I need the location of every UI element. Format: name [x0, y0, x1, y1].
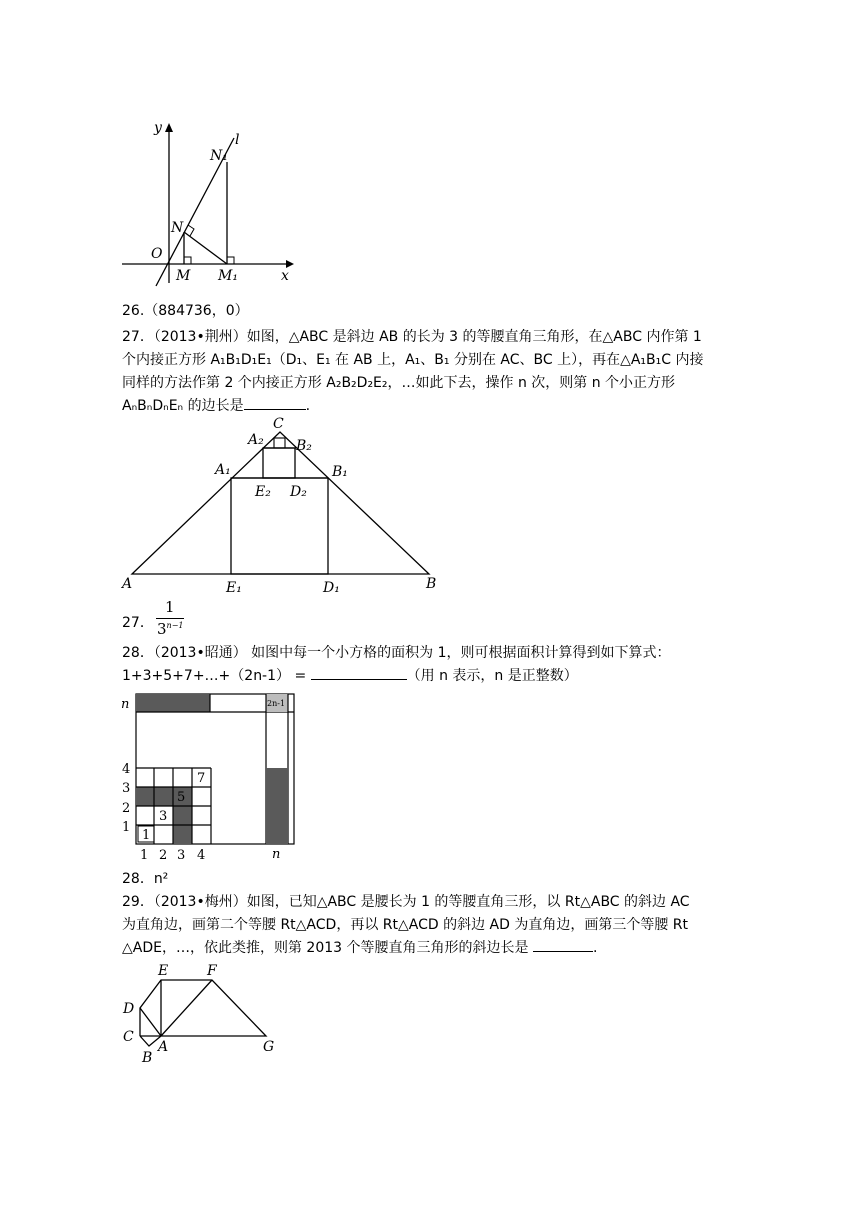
answer-28: 28．n² — [122, 871, 169, 887]
label-row-4: 4 — [122, 762, 131, 777]
label-a: A — [122, 576, 133, 592]
question-29-line-2: 为直角边，画第二个等腰 Rt△ACD，再以 Rt△ACD 的斜边 AD 为直角边，画第三个等腰 Rt — [122, 917, 689, 933]
label-n-top: n — [121, 697, 130, 712]
label-a1: A₁ — [215, 462, 231, 478]
answer-27-number: 27． — [122, 615, 154, 631]
label-c: C — [273, 416, 284, 432]
y-axis-arrow — [165, 123, 173, 132]
x-axis-arrow — [286, 260, 294, 268]
label-c: C — [123, 1029, 134, 1045]
label-col-3: 3 — [177, 848, 186, 863]
question-28-end: （用 n 表示，n 是正整数） — [406, 668, 578, 684]
segment-af — [161, 980, 212, 1036]
answer-blank-29 — [533, 937, 593, 952]
label-b: B — [142, 1050, 153, 1066]
label-f: F — [207, 963, 217, 979]
question-27-line-1: 27．（2013•荆州）如图，△ABC 是斜边 AB 的长为 3 的等腰直角三角形，在△ABC 内作第 1 — [122, 329, 702, 345]
label-n-bottom: n — [272, 847, 281, 862]
figure-28 — [118, 692, 302, 864]
label-row-3: 3 — [122, 781, 131, 796]
label-y: y — [154, 120, 162, 136]
label-b2: B₂ — [296, 438, 312, 454]
label-col-2: 2 — [159, 848, 168, 863]
label-g: G — [263, 1039, 275, 1055]
right-angle-mark-m — [184, 257, 191, 264]
triangle-abc — [132, 432, 429, 574]
question-29-line-1: 29．（2013•梅州）如图，已知△ABC 是腰长为 1 的等腰直角三形，以 Rt△ABC 的斜边 AC — [122, 894, 690, 910]
label-m: M — [176, 268, 191, 284]
segment-n-m1 — [184, 232, 227, 264]
label-o: O — [151, 246, 163, 262]
question-27-line-2: 个内接正方形 A₁B₁D₁E₁（D₁、E₁ 在 AB 上，A₁、B₁ 分别在 AC、BC 上），再在△A₁B₁C 内接 — [122, 352, 704, 368]
cell-label-3: 3 — [159, 809, 168, 824]
label-m1: M₁ — [218, 268, 238, 284]
answer-27-denominator — [157, 620, 184, 638]
question-27-line-3: 同样的方法作第 2 个内接正方形 A₂B₂D₂E₂，…如此下去，操作 n 次，则第 n 个小正方形 — [122, 375, 676, 391]
label-b1: B₁ — [332, 464, 348, 480]
label-n1: N₁ — [210, 148, 228, 164]
question-27-end: . — [305, 398, 311, 414]
answer-27-numerator: 1 — [165, 598, 175, 616]
figure-26 — [118, 118, 298, 290]
label-row-2: 2 — [122, 801, 131, 816]
label-col-4: 4 — [197, 848, 206, 863]
square-2 — [263, 448, 295, 478]
question-28-line-2 — [122, 665, 578, 687]
label-e2: E₂ — [255, 484, 271, 500]
question-29-end: . — [592, 940, 598, 956]
fraction-bar — [156, 618, 184, 619]
question-28-line-1: 28．（2013•昭通） 如图中每一个小方格的面积为 1，则可根据面积计算得到如下算式： — [122, 645, 671, 661]
label-d1: D₁ — [323, 580, 340, 596]
square-1 — [231, 478, 328, 574]
question-27-text: AₙBₙDₙEₙ 的边长是 — [122, 398, 244, 414]
label-a2: A₂ — [248, 432, 264, 448]
label-row-1: 1 — [122, 820, 131, 835]
label-a: A — [158, 1039, 169, 1055]
label-n: N — [171, 220, 184, 236]
label-b: B — [426, 576, 437, 592]
denominator-exponent: n−1 — [166, 621, 184, 630]
figure-27 — [118, 414, 448, 596]
question-28-text: 1+3+5+7+…+（2n-1） = — [122, 668, 307, 684]
label-e1: E₁ — [226, 580, 242, 596]
cell-label-5: 5 — [177, 790, 186, 805]
label-l: l — [235, 132, 240, 148]
answer-blank-27 — [244, 395, 306, 410]
square-3 — [274, 438, 285, 448]
label-d2: D₂ — [290, 484, 307, 500]
right-angle-mark-m1 — [227, 257, 234, 264]
answer-26: 26.（884736，0） — [122, 303, 249, 319]
right-angle-mark-n — [188, 225, 194, 236]
label-2n-1: 2n-1 — [267, 699, 286, 708]
label-x: x — [281, 268, 289, 284]
top-strip-shaded — [136, 694, 210, 712]
denominator-base: 3 — [157, 620, 167, 638]
cell-label-7: 7 — [197, 771, 206, 786]
answer-blank-28 — [311, 665, 407, 680]
label-col-1: 1 — [140, 848, 149, 863]
segment-ad — [140, 1008, 161, 1036]
cell-label-1: 1 — [142, 828, 151, 843]
label-d: D — [123, 1001, 135, 1017]
figure-29 — [118, 960, 288, 1070]
right-column-shaded — [266, 768, 288, 844]
label-e: E — [158, 963, 169, 979]
question-29-line-3 — [122, 937, 597, 959]
question-29-text: △ADE，…，依此类推，则第 2013 个等腰直角三角形的斜边长是 — [122, 940, 529, 956]
